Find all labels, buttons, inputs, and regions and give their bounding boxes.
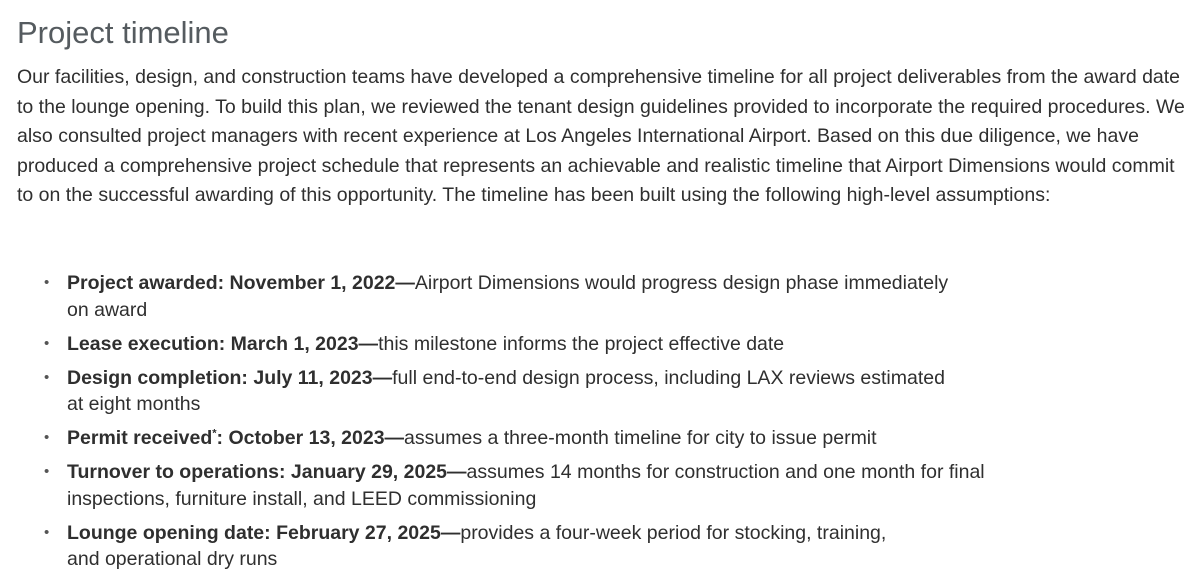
list-item-lease-execution — [44, 331, 1164, 358]
milestone-text: Airport Dimensions would progress design phase immediately — [414, 272, 949, 294]
milestone-text: full end-to-end design process, including LAX reviews estimated — [392, 366, 945, 389]
intro-paragraph: Our facilities, design, and construction teams have developed a comprehensive timeline for all project deliverables from the award date to the lounge opening. To build this plan, we reviewed the tenant design guidelines provided to incorporate the required procedures. We also consulted project managers with recent experience at Los Angeles International Airport. Based on this due diligence, we have produced a comprehensive project schedule that represents an achievable and realistic timeline that Airport Dimensions would commit to on the successful awarding of this opportunity. The timeline has been built using the following high-level assumptions: — [17, 66, 1185, 207]
milestone-label: Lease execution: March 1, 2023— — [67, 332, 379, 355]
milestone-label: Lounge opening date: February 27, 2025— — [67, 521, 461, 544]
assumptions-list — [44, 270, 1164, 580]
bullet-icon: • — [44, 429, 50, 446]
bullet-icon: • — [44, 334, 50, 352]
milestone-label: Turnover to operations: January 29, 2025— — [67, 461, 467, 483]
bullet-icon: • — [44, 463, 50, 480]
milestone-text-continued: inspections, furniture install, and LEED commissioning — [67, 487, 537, 510]
list-item-design-completion — [44, 365, 1164, 418]
milestone-text-continued: and operational dry runs — [67, 548, 278, 570]
list-item-project-awarded — [44, 270, 1164, 323]
milestone-text-continued: at eight months — [67, 393, 201, 415]
footnote-marker: * — [212, 427, 217, 440]
bullet-icon: • — [44, 368, 50, 386]
milestone-text: assumes a three-month timeline for city to issue permit — [404, 427, 877, 449]
milestone-text: assumes 14 months for construction and one month for final — [466, 461, 985, 483]
list-item-turnover-to-operations — [44, 459, 1164, 512]
page-title: Project timeline — [17, 15, 229, 50]
milestone-label: Design completion: July 11, 2023— — [67, 366, 393, 389]
bullet-icon: • — [44, 523, 50, 541]
milestone-label: Project awarded: November 1, 2022— — [67, 272, 415, 294]
milestone-label — [67, 427, 404, 449]
milestone-text: this milestone informs the project effective date — [378, 332, 785, 355]
milestone-text-continued: on award — [67, 298, 148, 321]
bullet-icon: • — [44, 274, 50, 291]
list-item-lounge-opening — [44, 520, 1164, 573]
milestone-label-post: : October 13, 2023— — [216, 427, 405, 449]
milestone-text: provides a four-week period for stocking, training, — [460, 521, 887, 544]
milestone-label-pre: Permit received — [67, 427, 213, 449]
list-item-permit-received — [44, 425, 1164, 452]
